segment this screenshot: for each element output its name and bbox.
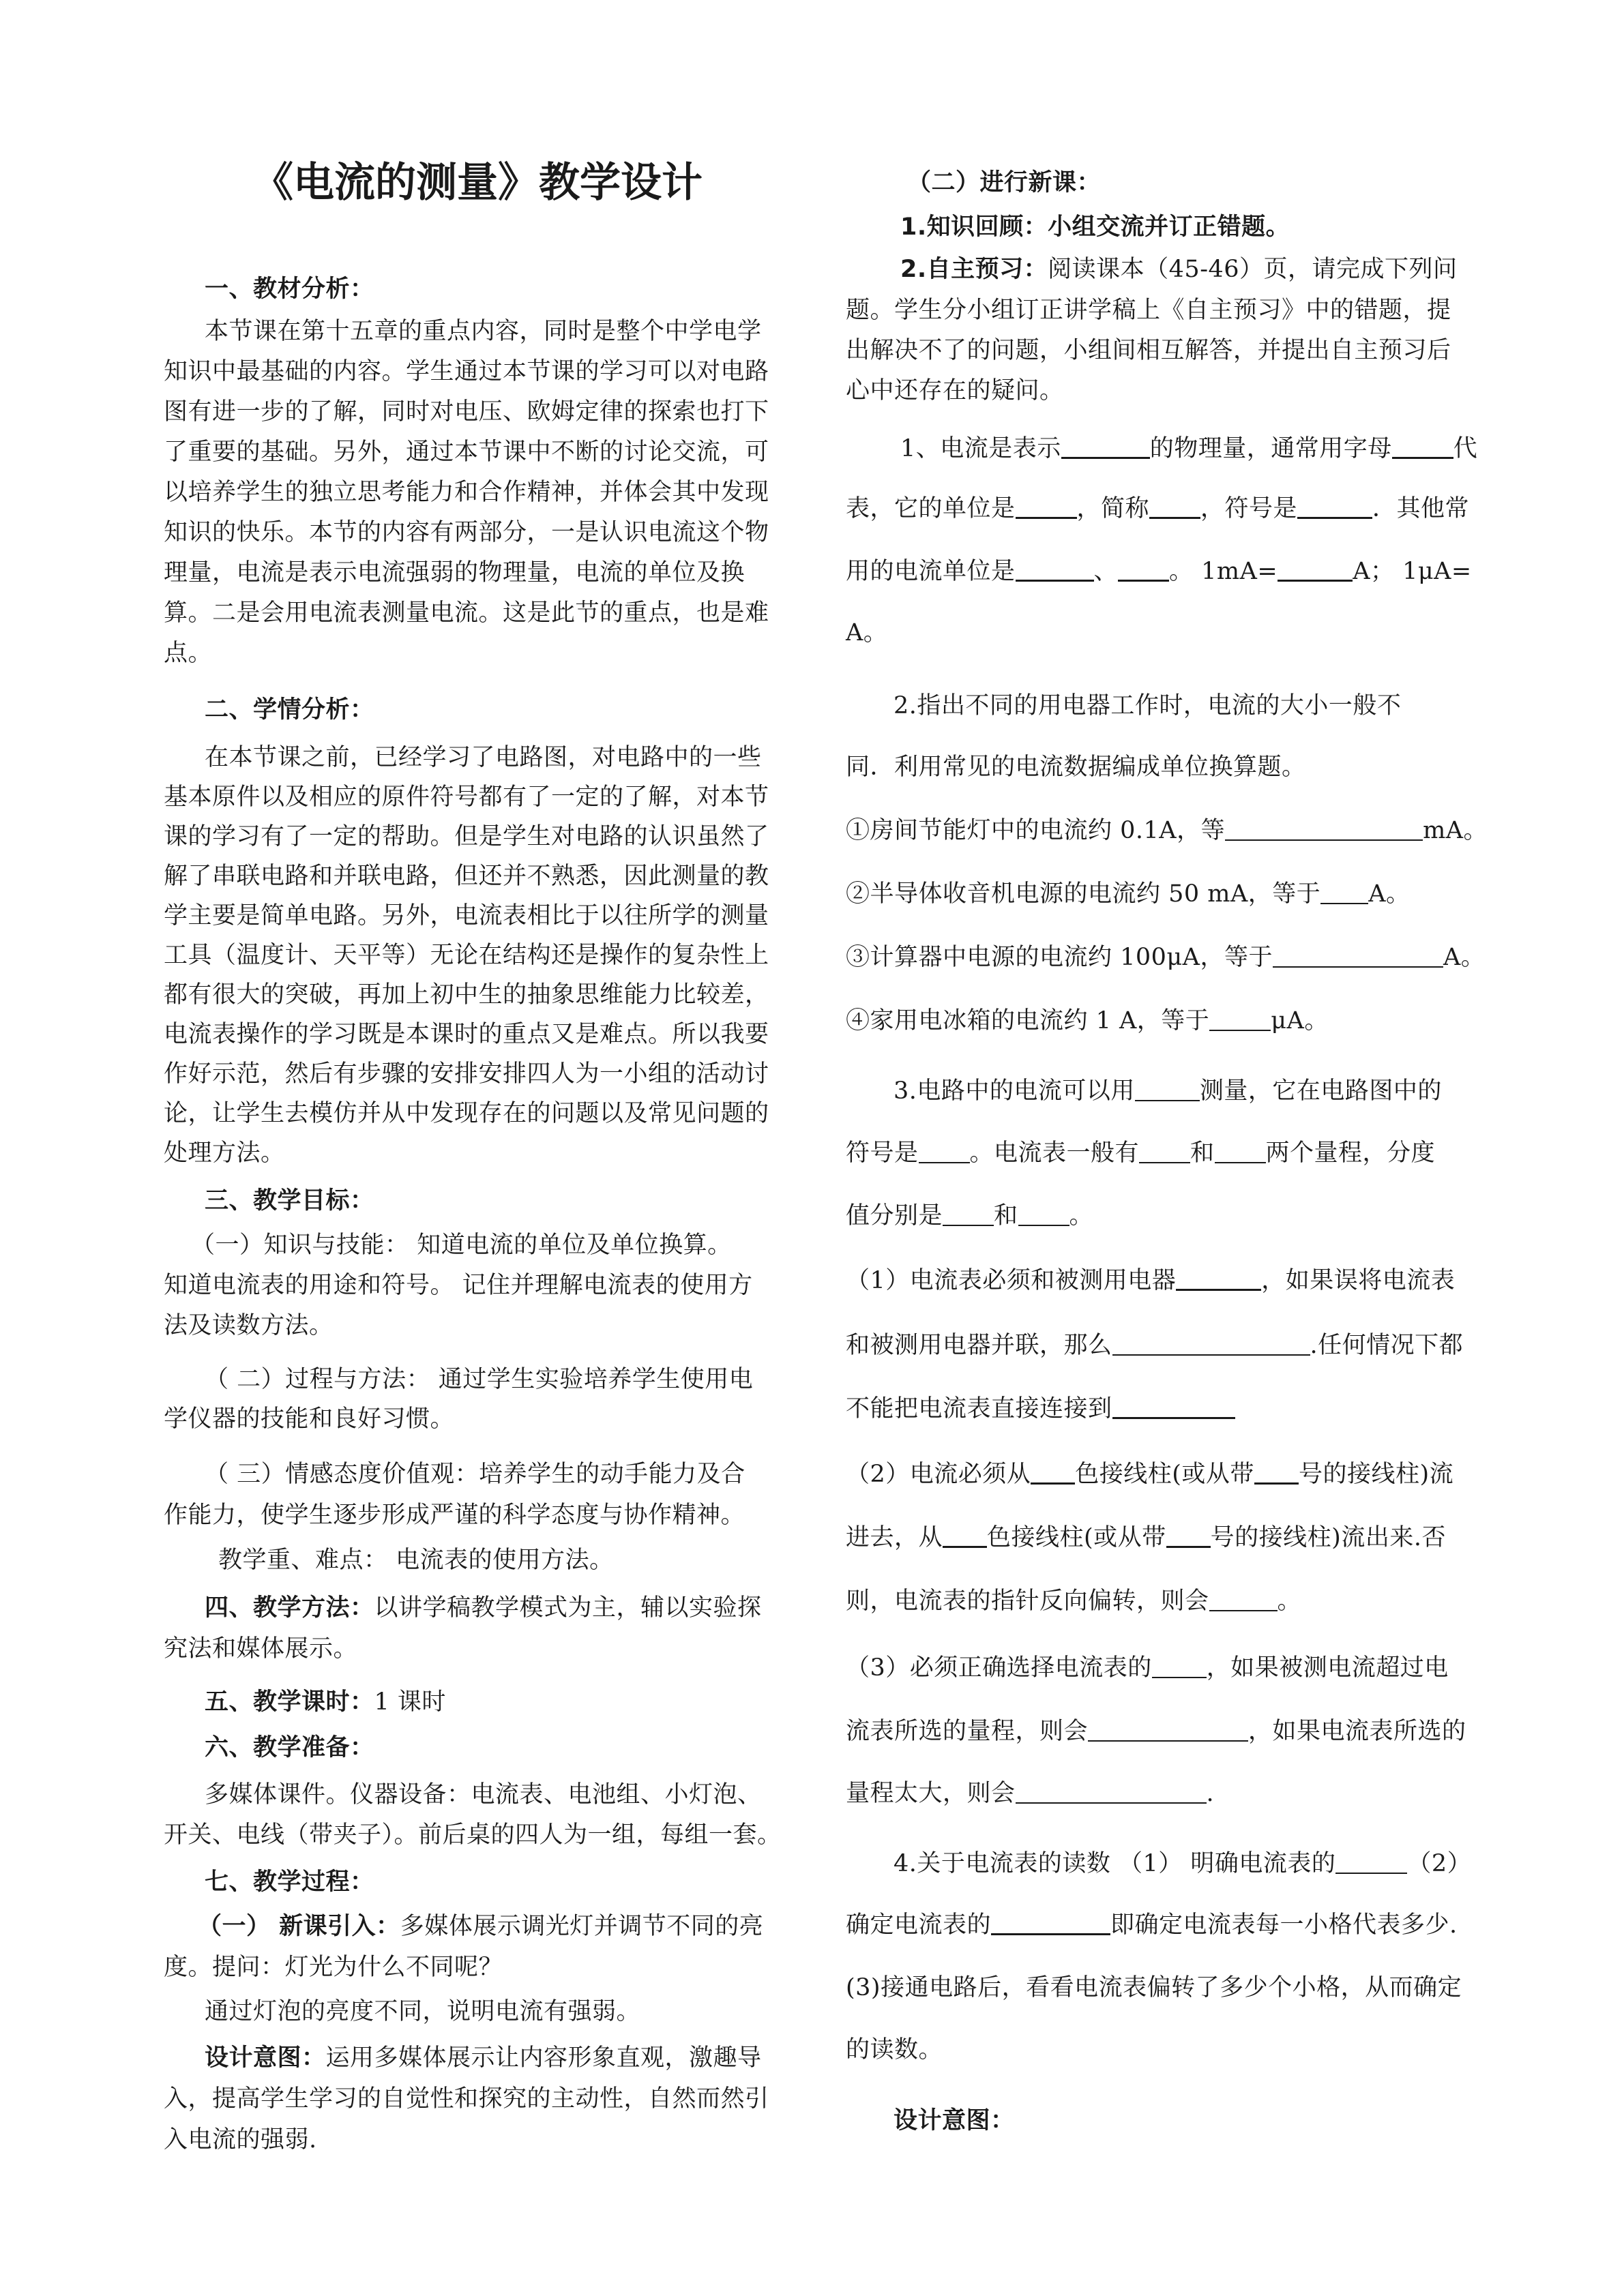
question-1-line-1: 1、电流是表示 的物理量，通常用字母 代 <box>900 435 1478 462</box>
question-3-line-1: 3.电路中的电流可以用 测量，它在电路图中的 <box>894 1077 1442 1105</box>
paragraph-line: 论，让学生去模仿并从中发现存在的问题以及常见问题的 <box>164 1100 769 1127</box>
question-3-part-1-line-1: （1）电流表必须和被测用电器 ，如果误将电流表 <box>846 1267 1456 1294</box>
paragraph-line: 学仪器的技能和良好习惯。 <box>164 1405 455 1433</box>
paragraph-line: 知识的快乐。本节的内容有两部分，一是认识电流这个物 <box>164 519 769 546</box>
question-1-line-3: 用的电流单位是 、 。 1mA= A； 1μA= <box>846 558 1472 585</box>
question-3-part-3-line-1: （3）必须正确选择电流表的 ，如果被测电流超过电 <box>846 1654 1449 1682</box>
blank[interactable] <box>1016 494 1077 519</box>
paragraph-line: 课的学习有了一定的帮助。但是学生对电路的认识虽然了 <box>164 823 769 850</box>
section-heading-teaching-method: 四、教学方法： <box>205 1594 374 1622</box>
paragraph-line: 工具（温度计、天平等）无论在结构还是操作的复杂性上 <box>164 942 769 969</box>
paragraph-line: 心中还存在的疑问。 <box>846 377 1064 404</box>
paragraph-line: 入电流的强弱. <box>164 2126 317 2153</box>
paragraph-line: 究法和媒体展示。 <box>164 1635 358 1663</box>
blank[interactable] <box>1278 556 1353 582</box>
question-4-line-4: 的读数。 <box>846 2036 943 2063</box>
paragraph-line: 在本节课之前，已经学习了电路图，对电路中的一些 <box>205 744 762 771</box>
paragraph-line: 知道电流表的用途和符号。 记住并理解电流表的使用方 <box>164 1272 753 1299</box>
blank[interactable] <box>1016 556 1094 582</box>
blank[interactable] <box>1061 434 1150 459</box>
section-heading-student-analysis: 二、学情分析： <box>205 696 374 724</box>
blank[interactable] <box>1392 434 1453 459</box>
section-heading-process: 七、教学过程： <box>205 1868 374 1896</box>
blank[interactable] <box>1135 1077 1200 1101</box>
blank[interactable] <box>943 1202 994 1226</box>
paragraph-line: 多媒体课件。仪器设备：电流表、电池组、小灯泡、 <box>205 1781 762 1808</box>
question-3-part-3-line-2: 流表所选的量程，则会 ，如果电流表所选的 <box>846 1718 1466 1745</box>
paragraph-line: 出解决不了的问题，小组间相互解答，并提出自主预习后 <box>846 337 1451 364</box>
question-1-line-2: 表，它的单位是 ，简称 ，符号是 ．其他常 <box>846 495 1470 522</box>
blank[interactable] <box>1088 1717 1248 1742</box>
blank[interactable] <box>1225 816 1423 841</box>
blank[interactable] <box>943 1523 987 1548</box>
teaching-method-line <box>205 1589 762 1623</box>
paragraph-line: 都有很大的突破，再加上初中生的抽象思维能力比较差， <box>164 981 769 1009</box>
question-3-line-3: 值分别是 和 。 <box>846 1202 1094 1229</box>
design-intent-heading: 设计意图： <box>205 2044 326 2072</box>
question-3-part-2-line-1: （2）电流必须从 色接线柱(或从带 号的接线柱)流 <box>846 1461 1454 1488</box>
paragraph-line: 点。 <box>164 640 213 667</box>
paragraph-line: 作好示范，然后有步骤的安排安排四人为一小组的活动讨 <box>164 1060 769 1088</box>
blank[interactable] <box>1152 1654 1207 1678</box>
question-4-line-3: (3)接通电路后，看看电流表偏转了多少个小格，从而确定 <box>846 1974 1462 2001</box>
blank[interactable] <box>1320 880 1368 904</box>
teaching-method-text: 以讲学稿教学模式为主，辅以实验探 <box>374 1594 762 1622</box>
self-preview-heading: 2.自主预习： <box>900 256 1048 283</box>
blank[interactable] <box>1112 1331 1310 1356</box>
paragraph-line: 本节课在第十五章的重点内容，同时是整个中学电学 <box>205 318 762 345</box>
question-2-item-4: ④家用电冰箱的电流约 1 A，等于 μA。 <box>846 1007 1329 1034</box>
question-4-line-2: 确定电流表的 即确定电流表每一小格代表多少. <box>846 1911 1458 1939</box>
question-1-line-4: A。 <box>846 619 888 646</box>
blank[interactable] <box>1112 1394 1235 1419</box>
paragraph-line: 知识中最基础的内容。学生通过本节课的学习可以对电路 <box>164 358 769 385</box>
question-3-part-2-line-2: 进去，从 色接线柱(或从带 号的接线柱)流出来.否 <box>846 1524 1446 1551</box>
question-4-line-1: 4.关于电流表的读数 （1） 明确电流表的 （2） <box>894 1850 1472 1877</box>
intro-text: 多媒体展示调光灯并调节不同的亮 <box>400 1913 764 1940</box>
paragraph-line: 基本原件以及相应的原件符号都有了一定的了解，对本节 <box>164 784 769 811</box>
blank[interactable] <box>1176 1266 1261 1291</box>
paragraph-line: 电流表操作的学习既是本课时的重点又是难点。所以我要 <box>164 1021 769 1048</box>
paragraph-line: （ 二）过程与方法： 通过学生实验培养学生使用电 <box>205 1366 754 1393</box>
blank[interactable] <box>1118 556 1169 582</box>
paragraph-line: 学主要是简单电路。另外，电流表相比于以往所学的测量 <box>164 902 769 929</box>
section-heading-new-lesson: （二）进行新课： <box>907 169 1102 196</box>
section-heading-preparation: 六、教学准备： <box>205 1734 374 1761</box>
class-hours-line <box>205 1683 446 1717</box>
knowledge-review-line: 1.知识回顾：小组交流并订正错题。 <box>900 213 1290 241</box>
blank[interactable] <box>919 1139 970 1163</box>
design-intent-text: 运用多媒体展示让内容形象直观，激趣导 <box>325 2044 762 2072</box>
blank[interactable] <box>1149 494 1200 519</box>
blank[interactable] <box>1335 1849 1407 1874</box>
paragraph-line: 入，提高学生学习的自觉性和探究的主动性，自然而然引 <box>164 2085 769 2113</box>
blank[interactable] <box>1016 1779 1207 1804</box>
paragraph-line: 解了串联电路和并联电路，但还并不熟悉，因此测量的教 <box>164 863 769 890</box>
paragraph-line: 以培养学生的独立思考能力和合作精神，并体会其中发现 <box>164 479 769 506</box>
section-heading-textbook-analysis: 一、教材分析： <box>205 275 374 303</box>
question-3-part-1-line-3: 不能把电流表直接连接到 <box>846 1390 1235 1424</box>
blank[interactable] <box>1139 1139 1190 1163</box>
subsection-heading-intro: （一） 新课引入： <box>198 1913 400 1940</box>
key-points-line: 教学重、难点： 电流表的使用方法。 <box>218 1547 614 1574</box>
paragraph-line: 图有进一步的了解，同时对电压、欧姆定律的探索也打下 <box>164 398 769 426</box>
blank[interactable] <box>1166 1523 1211 1548</box>
paragraph-line: 理量，电流是表示电流强弱的物理量，电流的单位及换 <box>164 559 745 586</box>
blank[interactable] <box>1209 1007 1271 1031</box>
blank[interactable] <box>1273 943 1443 968</box>
question-3-line-2: 符号是 。电流表一般有 和 两个量程，分度 <box>846 1139 1436 1167</box>
blank[interactable] <box>1254 1459 1299 1485</box>
self-preview-text: 阅读课本（45-46）页，请完成下列问 <box>1048 256 1458 283</box>
paragraph-line: 处理方法。 <box>164 1139 285 1167</box>
question-2-line-2: 同．利用常见的电流数据编成单位换算题。 <box>846 754 1306 781</box>
question-2-item-2: ②半导体收音机电源的电流约 50 mA，等于 A。 <box>846 880 1411 908</box>
document-title: 《电流的测量》教学设计 <box>252 159 703 207</box>
question-2-item-1: ①房间节能灯中的电流约 0.1A，等 mA。 <box>846 817 1488 844</box>
blank[interactable] <box>991 1910 1110 1935</box>
paragraph-line: 开关、电线（带夹子）。前后桌的四人为一组，每组一套。 <box>164 1821 782 1849</box>
blank[interactable] <box>1215 1139 1266 1163</box>
blank[interactable] <box>1031 1459 1075 1485</box>
paragraph-line: 度。提问：灯光为什么不同呢？ <box>164 1954 503 1981</box>
class-hours-text: 1 课时 <box>374 1688 446 1716</box>
design-intent-line <box>205 2039 762 2073</box>
question-2-item-3: ③计算器中电源的电流约 100μA，等于 A。 <box>846 944 1486 971</box>
intro-line <box>198 1907 763 1941</box>
question-3-part-3-line-3: 量程太大，则会 . <box>846 1780 1215 1807</box>
paragraph-line: 算。二是会用电流表测量电流。这是此节的重点，也是难 <box>164 599 769 627</box>
blank[interactable] <box>1209 1587 1278 1611</box>
paragraph-line: 通过灯泡的亮度不同，说明电流有强弱。 <box>205 1998 641 2025</box>
blank[interactable] <box>1018 1202 1069 1226</box>
question-3-part-2-line-3: 则，电流表的指针反向偏转，则会 。 <box>846 1587 1302 1615</box>
self-preview-line <box>900 250 1458 284</box>
section-heading-class-hours: 五、教学课时： <box>205 1688 374 1716</box>
paragraph-line: 作能力，使学生逐步形成严谨的科学态度与协作精神。 <box>164 1502 745 1529</box>
question-3-part-1-line-2: 和被测用电器并联，那么 .任何情况下都 <box>846 1332 1464 1359</box>
question-2-line-1: 2.指出不同的用电器工作时，电流的大小一般不 <box>894 692 1402 719</box>
paragraph-line: 题。学生分小组订正讲学稿上《自主预习》中的错题，提 <box>846 297 1451 324</box>
paragraph-line: 了重要的基础。另外，通过本节课中不断的讨论交流，可 <box>164 438 769 466</box>
blank[interactable] <box>1297 494 1372 519</box>
design-intent-heading-right: 设计意图： <box>894 2107 1015 2134</box>
paragraph-line: （ 三）情感态度价值观：培养学生的动手能力及合 <box>205 1461 745 1488</box>
paragraph-line: 法及读数方法。 <box>164 1312 334 1339</box>
section-heading-teaching-goals: 三、教学目标： <box>205 1187 374 1214</box>
paragraph-line: （一）知识与技能： 知道电流的单位及单位换算。 <box>191 1232 732 1259</box>
